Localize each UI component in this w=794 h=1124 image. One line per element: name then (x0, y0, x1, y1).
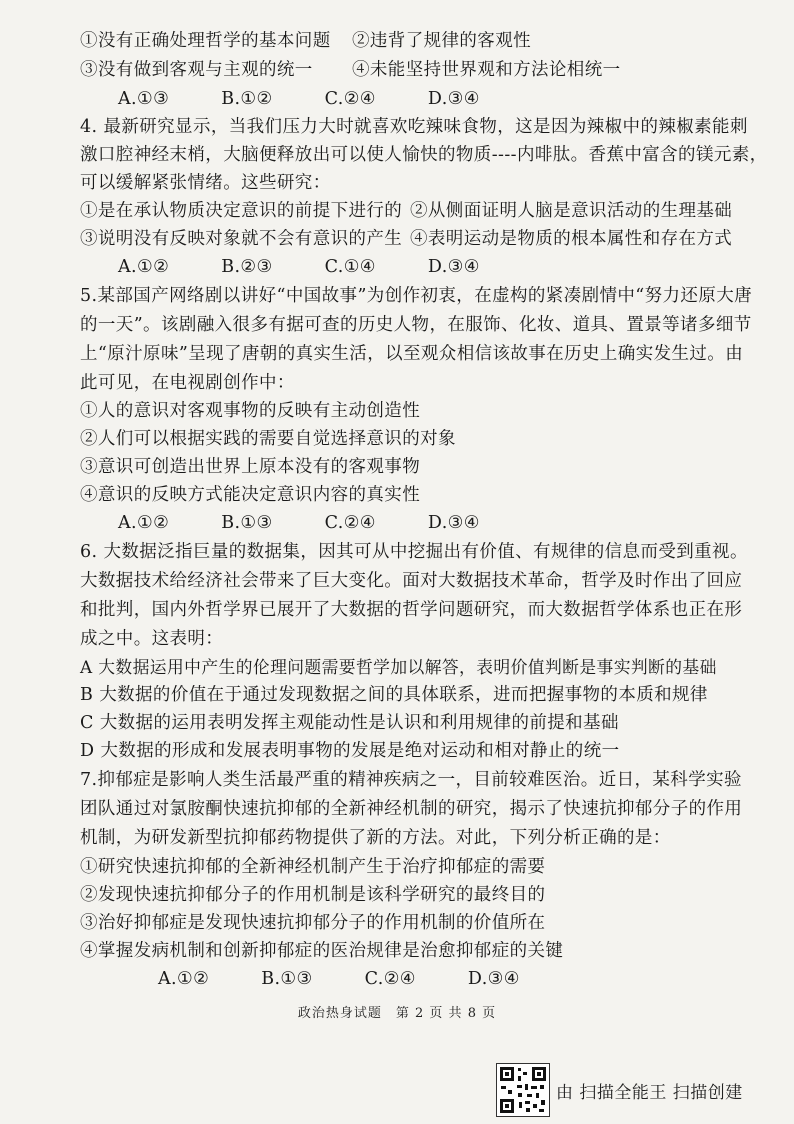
q3-option-a: A.①③ (118, 89, 170, 109)
q3-choice-2: ②违背了规律的客观性 (352, 31, 531, 51)
q5-statement: ④意识的反映方式能决定意识内容的真实性 (80, 485, 421, 505)
q5-stem-line: 上“原汁原味”呈现了唐朝的真实生活，以至观众相信该故事在历史上确实发生过。由 (80, 344, 744, 364)
q6-choice-a: A 大数据运用中产生的伦理问题需要哲学加以解答，表明价值判断是事实判断的基础 (80, 657, 717, 677)
q5-stem-line: 的一天”。该剧融入很多有据可查的历史人物，在服饰、化妆、道具、置景等诸多细节 (80, 315, 752, 335)
q7-stem-line: 团队通过对氯胺酮快速抗抑郁的全新神经机制的研究，揭示了快速抗抑郁分子的作用 (80, 799, 743, 819)
q4-stem-line: 可以缓解紧张情绪。这些研究： (80, 173, 331, 193)
q3-option-c: C.②④ (324, 89, 376, 109)
q4-stem-line: 激口腔神经末梢，大脑便释放出可以使人愉快的物质----内啡肽。香蕉中富含的镁元素， (80, 145, 768, 165)
q5-stem-line: 5.某部国产网络剧以讲好“中国故事”为创作初衷，在虚构的紧凑剧情中“努力还原大唐 (80, 286, 753, 306)
q4-statements-row-2 (80, 226, 770, 252)
q4-stem-line: 4. 最新研究显示，当我们压力大时就喜欢吃辣味食物，这是因为辣椒中的辣椒素能刺 (80, 117, 748, 137)
q4-option-b: B.②③ (221, 257, 273, 277)
q7-options (158, 966, 794, 992)
q4-statements-row-1 (80, 198, 770, 224)
q3-option-d: D.③④ (427, 89, 480, 109)
q7-stem-line: 7.抑郁症是影响人类生活最严重的精神疾病之一，目前较难医治。近日，某科学实验 (80, 770, 742, 790)
q3-choice-3: ③没有做到客观与主观的统一 (80, 60, 313, 80)
q5-option-c: C.②④ (324, 513, 376, 533)
q7-stem-line: 机制，为研发新型抗抑郁药物提供了新的方法。对此，下列分析正确的是： (80, 828, 671, 848)
scanner-watermark: 由 扫描全能王 扫描创建 (556, 1083, 743, 1103)
qr-code-icon (497, 1064, 549, 1116)
q3-choice-1: ①没有正确处理哲学的基本问题 (80, 31, 331, 51)
q5-option-d: D.③④ (427, 513, 480, 533)
q4-statement-4: ④表明运动是物质的根本属性和存在方式 (410, 229, 733, 249)
q7-statement: ③治好抑郁症是发现快速抗抑郁分子的作用机制的价值所在 (80, 913, 546, 933)
qr-code (496, 1063, 550, 1117)
q4-statement-2: ②从侧面证明人脑是意识活动的生理基础 (410, 201, 733, 221)
q6-choice-c: C 大数据的运用表明发挥主观能动性是认识和利用规律的前提和基础 (80, 713, 619, 733)
q6-choice-b: B 大数据的价值在于通过发现数据之间的具体联系，进而把握事物的本质和规律 (80, 685, 708, 705)
q6-stem-line: 成之中。这表明： (80, 629, 224, 649)
q7-option-d: D.③④ (467, 969, 520, 989)
q5-statement: ①人的意识对客观事物的反映有主动创造性 (80, 401, 421, 421)
q7-statement: ④掌握发病机制和创新抑郁症的医治规律是治愈抑郁症的关键 (80, 941, 564, 961)
q7-option-c: C.②④ (364, 969, 416, 989)
q3-options (118, 86, 794, 112)
q6-choice-d: D 大数据的形成和发展表明事物的发展是绝对运动和相对静止的统一 (80, 741, 620, 761)
q3-choices-row-1 (80, 28, 770, 54)
q7-statement: ②发现快速抗抑郁分子的作用机制是该科学研究的最终目的 (80, 885, 546, 905)
q5-statement: ③意识可创造出世界上原本没有的客观事物 (80, 457, 421, 477)
q4-options (118, 254, 794, 280)
q4-option-c: C.①④ (324, 257, 376, 277)
q5-statement: ②人们可以根据实践的需要自觉选择意识的对象 (80, 429, 456, 449)
q4-option-a: A.①② (118, 257, 170, 277)
q5-option-a: A.①② (118, 513, 170, 533)
q4-statement-3: ③说明没有反映对象就不会有意识的产生 (80, 229, 403, 249)
q5-option-b: B.①③ (221, 513, 273, 533)
q5-options (118, 510, 794, 536)
q4-option-d: D.③④ (427, 257, 480, 277)
page-footer: 政治热身试题 第 2 页 共 8 页 (297, 1006, 497, 1021)
q3-choice-4: ④未能坚持世界观和方法论相统一 (352, 60, 621, 80)
q5-stem-line: 此可见，在电视剧创作中： (80, 373, 295, 393)
q6-stem-line: 大数据技术给经济社会带来了巨大变化。面对大数据技术革命，哲学及时作出了回应 (80, 571, 743, 591)
q7-option-b: B.①③ (261, 969, 313, 989)
q7-statement: ①研究快速抗抑郁的全新神经机制产生于治疗抑郁症的需要 (80, 857, 546, 877)
q7-option-a: A.①② (158, 969, 210, 989)
q4-statement-1: ①是在承认物质决定意识的前提下进行的 (80, 201, 403, 221)
q3-option-b: B.①② (221, 89, 273, 109)
q3-choices-row-2 (80, 57, 770, 83)
q6-stem-line: 和批判，国内外哲学界已展开了大数据的哲学问题研究，而大数据哲学体系也正在形 (80, 600, 743, 620)
q6-stem-line: 6. 大数据泛指巨量的数据集，因其可从中挖掘出有价值、有规律的信息而受到重视。 (80, 542, 748, 562)
